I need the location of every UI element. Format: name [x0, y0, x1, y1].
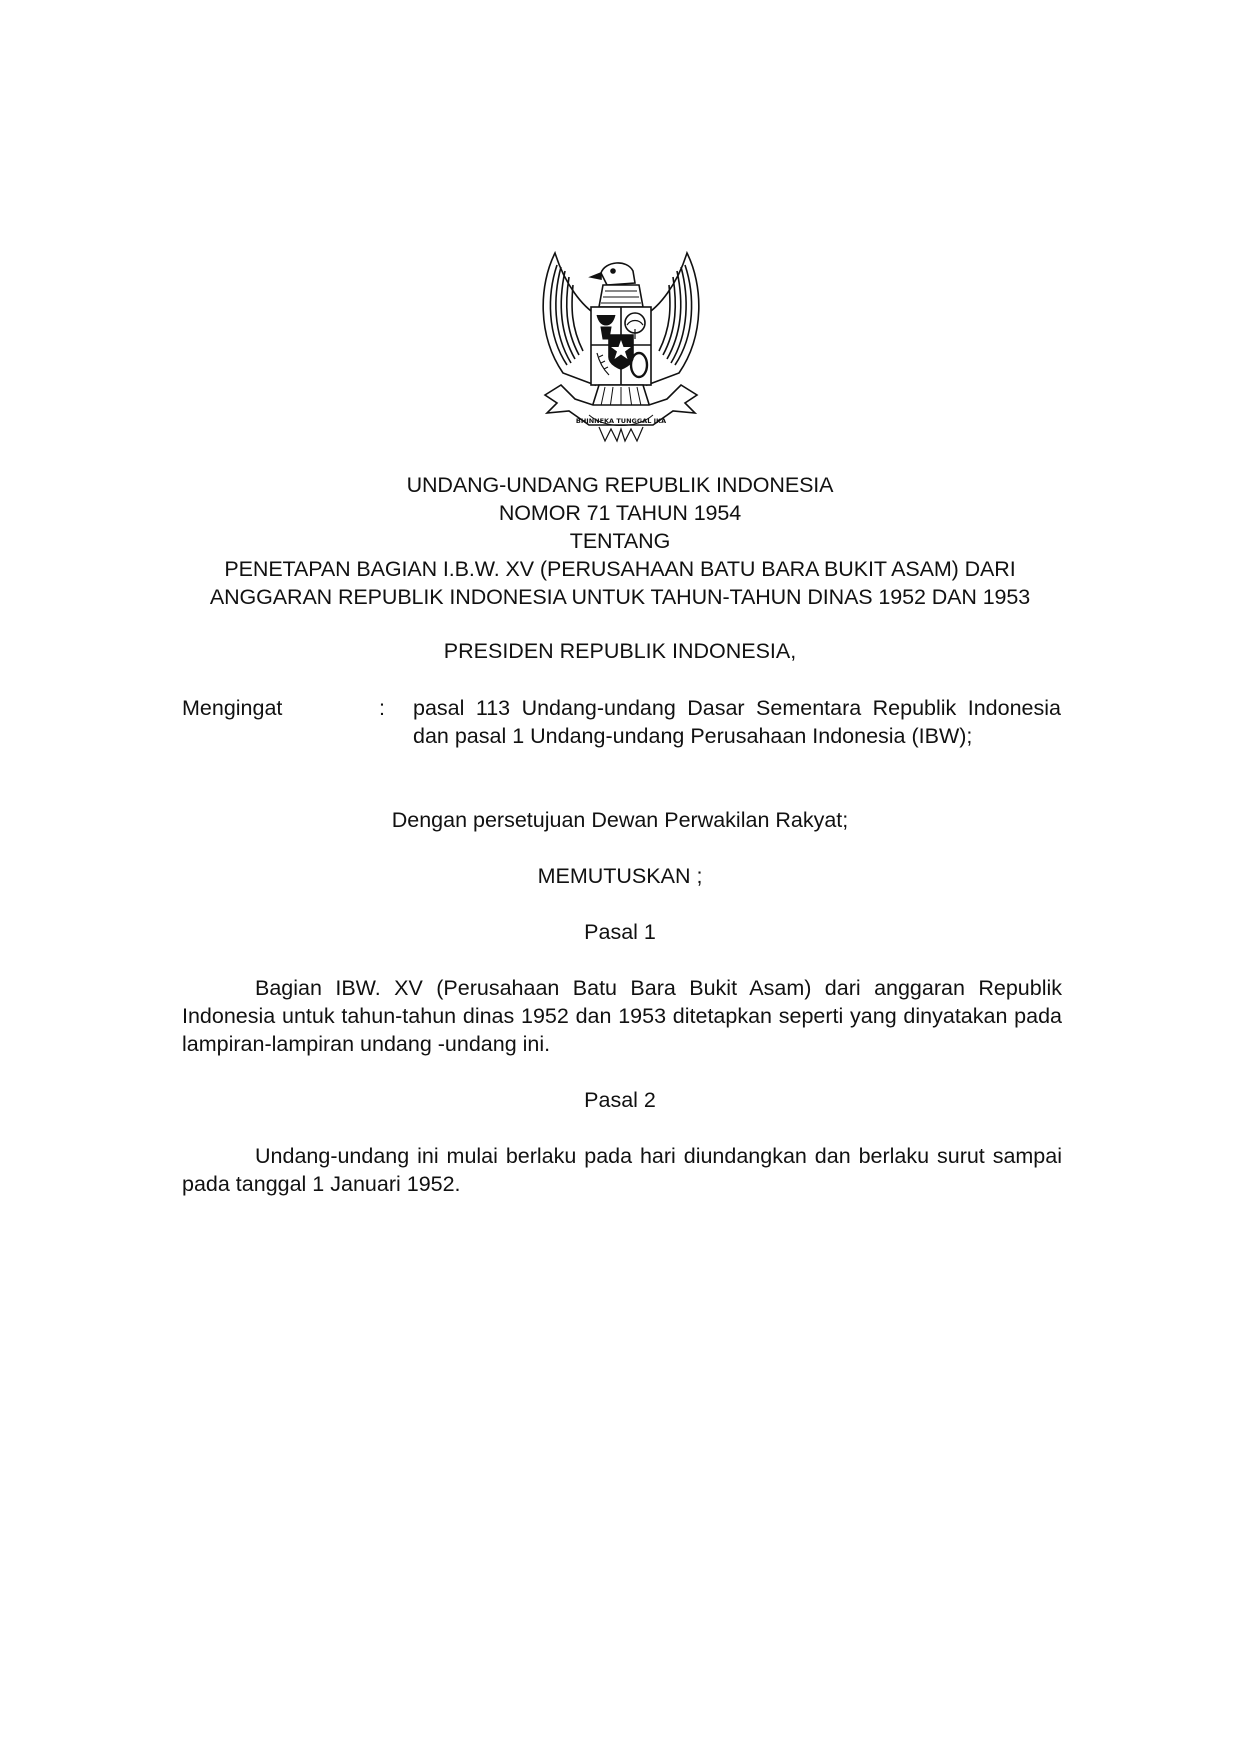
article-2-heading: Pasal 2 [584, 1088, 656, 1112]
title-line-law: UNDANG-UNDANG REPUBLIK INDONESIA [406, 473, 834, 497]
president-heading: PRESIDEN REPUBLIK INDONESIA, [443, 639, 797, 663]
garuda-emblem-icon [535, 245, 707, 445]
title-line-subject-1: PENETAPAN BAGIAN I.B.W. XV (PERUSAHAAN BATU BARA BUKIT ASAM) DARI [224, 557, 1016, 581]
considering-colon: : [379, 696, 385, 720]
title-line-subject-2: ANGGARAN REPUBLIK INDONESIA UNTUK TAHUN-TAHUN DINAS 1952 DAN 1953 [209, 585, 1031, 609]
title-line-about: TENTANG [569, 529, 671, 553]
decision-heading: MEMUTUSKAN ; [537, 864, 703, 888]
article-1-text: Bagian IBW. XV (Perusahaan Batu Bara Bukit Asam) dari anggaran Republik Indonesia untuk tahun-tahun dinas 1952 dan 1953 ditetapkan seperti yang dinyatakan pada lampiran-lampiran undang -undang ini. [182, 976, 1062, 1056]
document-title [160, 471, 1080, 611]
approval-line: Dengan persetujuan Dewan Perwakilan Rakyat; [391, 808, 849, 832]
considering-label: Mengingat [182, 696, 283, 720]
article-1-heading: Pasal 1 [584, 920, 656, 944]
title-line-number: NOMOR 71 TAHUN 1954 [498, 501, 742, 525]
svg-text:BHINNEKA TUNGGAL IKA: BHINNEKA TUNGGAL IKA [575, 417, 667, 425]
article-2-text: Undang-undang ini mulai berlaku pada hari diundangkan dan berlaku surut sampai pada tanggal 1 Januari 1952. [182, 1144, 1062, 1196]
considering-text: pasal 113 Undang-undang Dasar Sementara Republik Indonesia dan pasal 1 Undang-undang Perusahaan Indonesia (IBW); [413, 696, 1061, 748]
